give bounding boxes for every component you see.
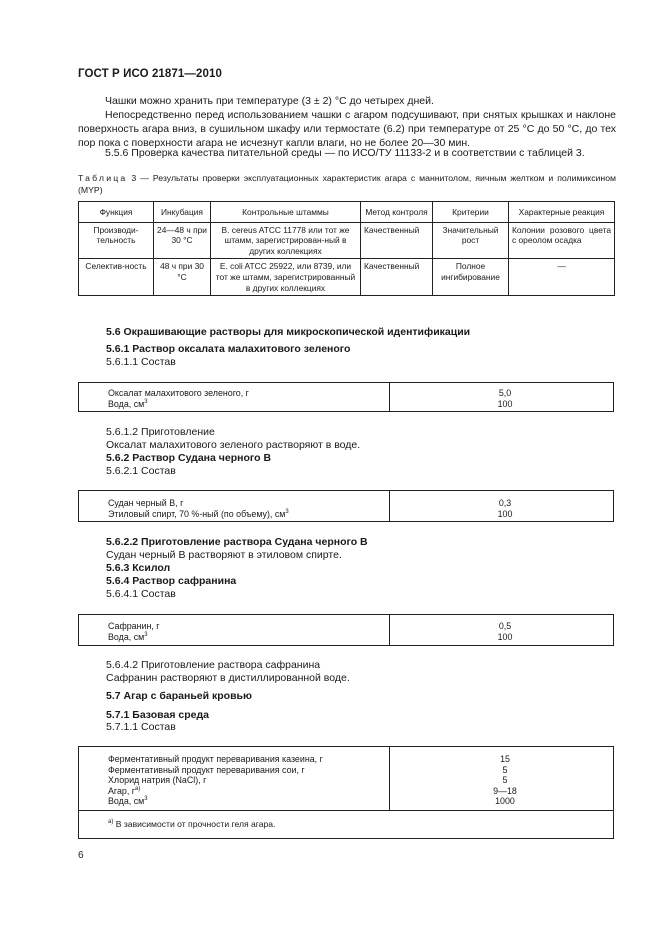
composition-row [79,754,613,765]
table-cell: 48 ч при 30 °С [154,259,211,296]
page-number: 6 [78,850,84,861]
footnote-text: В зависимости от прочности геля агара. [113,819,276,829]
paragraph-drying: Непосредственно перед использованием чашки с агаром подсушивают, при снятых крышках и наклоне поверхность агара вниз, в сушильном шкафу или термостате (6.2) при температуре от 25 °С до 50 °С, до тех пор пока с поверхности агара не исчезнут капли влаги, но не более 20—30 мин. [78,109,616,149]
section-heading-5-7: 5.7 Агар с бараньей кровью [106,690,252,702]
paragraph-safranin-prep: Сафранин растворяют в дистиллированной воде. [106,672,350,684]
table-cell: E. coli ATCC 25922, или 8739, или тот же штамм, зарегистрированный в других коллекциях [211,259,361,296]
table-caption-lead: Таблица [78,173,128,183]
ingredient-name: Ферментативный продукт переваривания сои, г [108,764,305,775]
ingredient-amount: 5,0 [498,388,512,398]
ingredient-amount: 1000 [495,796,515,806]
table-cell: Селектив-ность [79,259,154,296]
ingredient-amount: 5 [502,764,508,775]
composition-row [79,498,613,509]
subsection-heading-5-6-2: 5.6.2 Раствор Судана черного В [106,452,272,464]
ingredient-name: Вода, $см^3$ [108,631,148,642]
subsection-heading-5-7-1: 5.7.1 Базовая среда [106,709,209,721]
composition-row [79,388,613,399]
table-header-row [79,202,615,223]
ingredient-name: Ферментативный продукт переваривания казеина, г [108,754,323,764]
composition-row [79,786,613,797]
table-cell: Колонии розового цвета с ореолом осадка [509,222,615,259]
ingredient-name: Хлорид натрия (NaCl), г [108,775,207,785]
composition-row [79,509,613,520]
table-caption-text: 3 — Результаты проверки эксплуатационных характеристик агара с маннитолом, яичным желтком и полимиксином (MYP) [78,173,616,195]
composition-row [79,775,613,786]
ingredient-name: Этиловый спирт, 70 %-ный (по объему), $см^3$ [108,508,289,519]
document-header: ГОСТ Р ИСО 21871—2010 [78,68,223,80]
table-cell: Качественный [361,222,433,259]
ingredient-amount: 9—18 [493,785,517,796]
table-cell: 24—48 ч при 30 °С [154,222,211,259]
subsection-heading-5-6-4-1: 5.6.4.1 Состав [106,588,176,600]
table-cell: Качественный [361,259,433,296]
ingredient-name: Вода, $см^3$ [108,796,148,806]
table-cell: — [509,259,615,296]
ingredient-amount: 0,5 [498,621,512,631]
paragraph-storage: Чашки можно хранить при температуре (3 ± 2) °С до четырех дней. [105,95,434,107]
subsection-heading-5-6-1: 5.6.1 Раствор оксалата малахитового зеленого [106,343,351,355]
table-row [79,222,615,259]
composition-row [79,621,613,632]
col-header-criteria: Критерии [433,202,509,223]
composition-box-safranin [78,614,614,646]
section-heading-5-6: 5.6 Окрашивающие растворы для микроскопической идентификации [106,326,471,338]
ingredient-name: Сафранин, г [108,621,160,631]
ingredient-amount: 100 [497,631,513,642]
composition-row [79,796,613,807]
table-cell: Полное ингибирование [433,259,509,296]
ingredient-amount: 0,3 [498,498,512,508]
subsection-heading-5-6-4: 5.6.4 Раствор сафранина [106,575,237,587]
composition-box-malachite [78,382,614,412]
composition-box-sudan [78,490,614,522]
ingredient-name: Судан черный В, г [108,498,184,508]
col-header-incubation: Инкубация [154,202,211,223]
ingredient-amount: 100 [497,398,513,409]
paragraph-quality-check: 5.5.6 Проверка качества питательной среды — по ИСО/ТУ 11133-2 и в соответствии с таблицей 3. [105,147,585,159]
subsection-heading-5-6-4-2: 5.6.4.2 Приготовление раствора сафранина [106,659,321,671]
composition-row [79,399,613,410]
table-cell: Производи-тельность [79,222,154,259]
paragraph-malachite-prep: Оксалат малахитового зеленого растворяют в воде. [106,439,361,451]
table-cell: B. cereus ATCC 11778 или тот же штамм, зарегистрирован-ный в других коллекциях [211,222,361,259]
ingredient-amount: 100 [497,508,513,519]
col-header-method: Метод контроля [361,202,433,223]
table-row [79,259,615,296]
subsection-heading-5-6-2-2: 5.6.2.2 Приготовление раствора Судана черного В [106,536,368,548]
subsection-heading-5-6-1-1: 5.6.1.1 Состав [106,356,176,368]
col-header-strains: Контрольные штаммы [211,202,361,223]
ingredient-amount: 5 [502,775,508,785]
subsection-heading-5-6-1-2: 5.6.1.2 Приготовление [106,426,215,438]
paragraph-sudan-prep: Судан черный В растворяют в этиловом спирте. [106,549,342,561]
col-header-function: Функция [79,202,154,223]
subsection-heading-5-6-3: 5.6.3 Ксилол [106,562,171,574]
ingredient-name: Вода, $см^3$ [108,398,148,409]
composition-box-base-medium [78,746,614,839]
table-footnote [79,810,613,838]
table-cell: Значительный рост [433,222,509,259]
table-caption [78,172,616,196]
composition-row [79,765,613,776]
composition-row [79,632,613,643]
subsection-heading-5-7-1-1: 5.7.1.1 Состав [106,721,176,733]
results-table [78,201,615,296]
ingredient-name: Агар, $г^{а)}$ [108,785,141,796]
col-header-reaction: Характерные реакция [509,202,615,223]
ingredient-amount: 15 [500,754,510,764]
subsection-heading-5-6-2-1: 5.6.2.1 Состав [106,465,176,477]
footnote-mark: а) [108,819,114,826]
ingredient-name: Оксалат малахитового зеленого, г [108,388,249,398]
